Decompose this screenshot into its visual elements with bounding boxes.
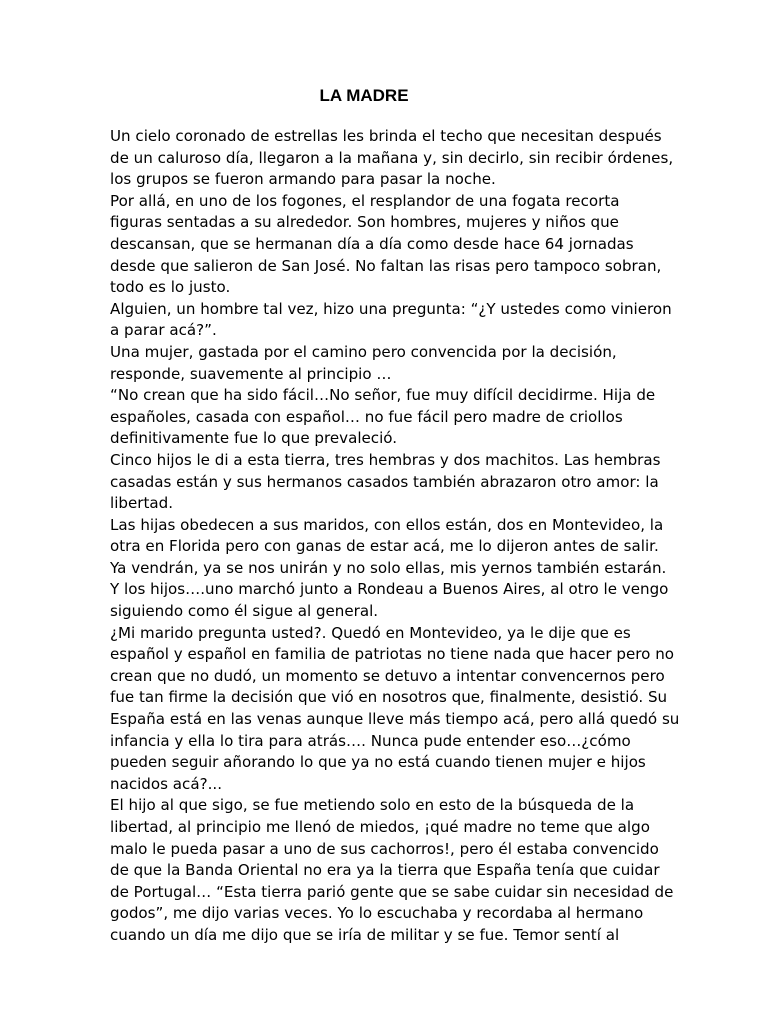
text-line: otra en Florida pero con ganas de estar acá, me lo dijeron antes de salir. <box>110 537 659 556</box>
text-line: Una mujer, gastada por el camino pero convencida por la decisión, <box>110 342 617 361</box>
text-line: “No crean que ha sido fácil…No señor, fue muy difícil decidirme. Hija de <box>110 386 656 405</box>
text-line: a parar acá?”. <box>110 321 217 340</box>
text-line: responde, suavemente al principio … <box>110 364 392 383</box>
text-line: desde que salieron de San José. No faltan las risas pero tampoco sobran, <box>110 256 662 275</box>
text-line: pueden seguir añorando lo que ya no está cuando tienen mujer e hijos <box>110 753 646 772</box>
text-line: siguiendo como él sigue al general. <box>110 602 379 621</box>
text-line: figuras sentadas a su alrededor. Son hombres, mujeres y niños que <box>110 213 619 232</box>
document-body <box>110 126 680 947</box>
text-line: los grupos se fueron armando para pasar la noche. <box>110 170 496 189</box>
text-line: godos”, me dijo varias veces. Yo lo escuchaba y recordaba al hermano <box>110 904 644 923</box>
text-line: de que la Banda Oriental no era ya la tierra que España tenía que cuidar <box>110 861 660 880</box>
text-line: definitivamente fue lo que prevaleció. <box>110 429 398 448</box>
text-line: todo es lo justo. <box>110 278 231 297</box>
text-line: malo le pueda pasar a uno de sus cachorros!, pero él estaba convencido <box>110 839 659 858</box>
text-line: crean que no dudó, un momento se detuvo a intentar convencernos pero <box>110 666 665 685</box>
text-line: Cinco hijos le di a esta tierra, tres hembras y dos machitos. Las hembras <box>110 450 661 469</box>
text-line: Las hijas obedecen a sus maridos, con ellos están, dos en Montevideo, la <box>110 515 664 534</box>
text-line: Y los hijos….uno marchó junto a Rondeau a Buenos Aires, al otro le vengo <box>110 580 669 599</box>
text-line: cuando un día me dijo que se iría de militar y se fue. Temor sentí al <box>110 925 620 944</box>
text-line: Por allá, en uno de los fogones, el resplandor de una fogata recorta <box>110 191 620 210</box>
text-line: ¿Mi marido pregunta usted?. Quedó en Montevideo, ya le dije que es <box>110 623 631 642</box>
text-line: infancia y ella lo tira para atrás…. Nunca pude entender eso…¿cómo <box>110 731 631 750</box>
text-line: nacidos acá?... <box>110 774 222 793</box>
text-line: Ya vendrán, ya se nos unirán y no solo ellas, mis yernos también estarán. <box>110 558 667 577</box>
text-line: Un cielo coronado de estrellas les brinda el techo que necesitan después <box>110 127 662 145</box>
text-line: libertad. <box>110 494 174 513</box>
text-line: El hijo al que sigo, se fue metiendo solo en esto de la búsqueda de la <box>110 796 635 815</box>
text-line: de un caluroso día, llegaron a la mañana y, sin decirlo, sin recibir órdenes, <box>110 148 674 167</box>
text-line: fue tan firme la decisión que vió en nosotros que, finalmente, desistió. Su <box>110 688 668 707</box>
text-line: descansan, que se hermanan día a día como desde hace 64 jornadas <box>110 234 634 253</box>
text-line: español y español en familia de patriotas no tiene nada que hacer pero no <box>110 645 674 664</box>
text-line: España está en las venas aunque lleve más tiempo acá, pero allá quedó su <box>110 710 680 729</box>
document-title: LA MADRE <box>319 86 409 105</box>
text-line: casadas están y sus hermanos casados también abrazaron otro amor: la <box>110 472 659 491</box>
text-line: Alguien, un hombre tal vez, hizo una pregunta: “¿Y ustedes como vinieron <box>110 299 672 318</box>
text-line: de Portugal… “Esta tierra parió gente que se sabe cuidar sin necesidad de <box>110 882 674 901</box>
text-line: españoles, casada con español… no fue fácil pero madre de criollos <box>110 407 623 426</box>
text-line: libertad, al principio me llenó de miedos, ¡qué madre no teme que algo <box>110 818 650 836</box>
